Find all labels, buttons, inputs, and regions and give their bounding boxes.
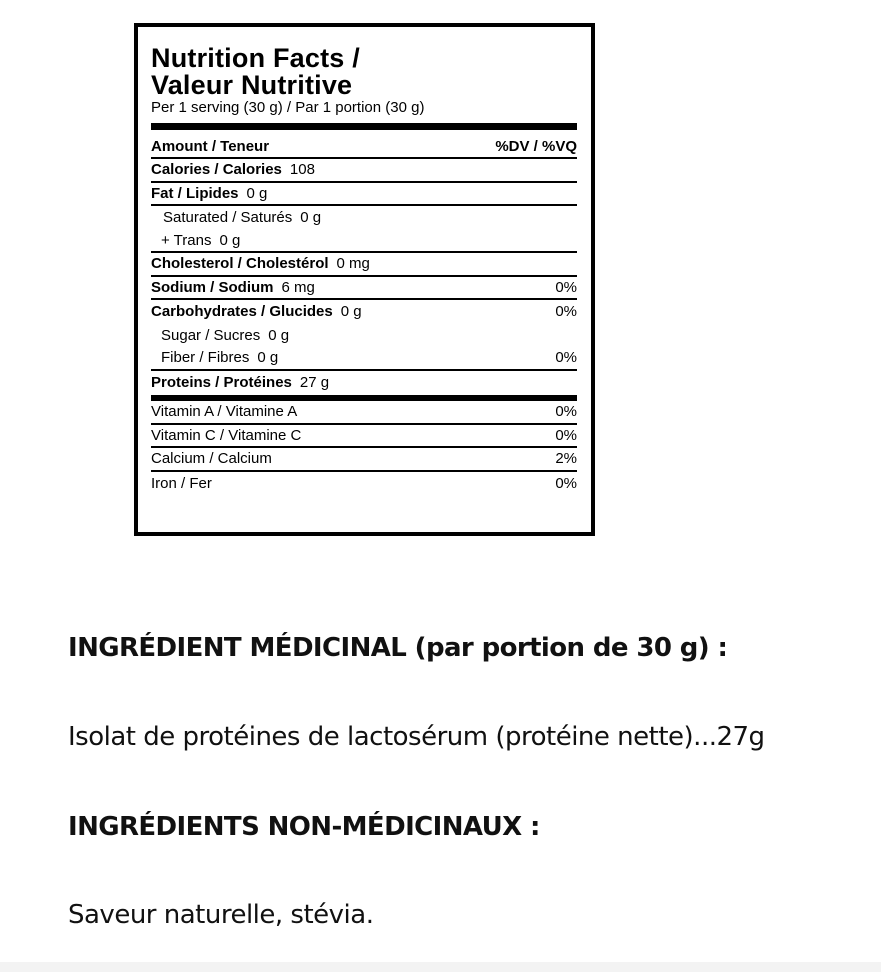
serving-size: Per 1 serving (30 g) / Par 1 portion (30 g) — [151, 99, 425, 116]
row-label: Sodium / Sodium — [151, 278, 274, 296]
title-line-2: Valeur Nutritive — [151, 70, 353, 100]
row-dv: 0% — [555, 303, 577, 321]
row-sodium — [151, 277, 577, 301]
row-label: Vitamin C / Vitamine C — [151, 426, 302, 444]
row-value: 27 g — [299, 373, 330, 391]
bottom-strip — [0, 962, 881, 972]
row-fat — [151, 183, 577, 207]
row-label: Sugar / Sucres — [161, 326, 261, 344]
thick-divider — [151, 123, 577, 130]
row-calories — [151, 159, 577, 183]
row-dv: 0% — [555, 426, 577, 444]
header-row — [151, 135, 577, 159]
row-label: Proteins / Protéines — [151, 373, 292, 391]
row-saturated — [151, 206, 577, 230]
row-value: 0 g — [257, 349, 279, 367]
row-value: 0 g — [246, 184, 268, 202]
row-dv: 0% — [555, 474, 577, 492]
title-line-1: Nutrition Facts / — [151, 43, 360, 73]
row-vitamin-c — [151, 425, 577, 449]
row-label: Calcium / Calcium — [151, 450, 272, 468]
row-cholesterol — [151, 253, 577, 277]
row-iron — [151, 472, 577, 496]
row-carbohydrates — [151, 300, 577, 324]
row-label: Carbohydrates / Glucides — [151, 303, 333, 321]
row-sugar — [151, 324, 577, 348]
non-medicinal-ingredients-text: Saveur naturelle, stévia. — [68, 900, 374, 930]
row-vitamin-a — [151, 401, 577, 425]
row-proteins — [151, 371, 577, 395]
nutrition-facts-panel — [134, 23, 595, 536]
row-value: 0 g — [340, 303, 362, 321]
row-dv: 0% — [555, 349, 577, 367]
nutrition-title — [151, 45, 577, 99]
row-dv: 0% — [555, 278, 577, 296]
medicinal-ingredient-heading: INGRÉDIENT MÉDICINAL (par portion de 30 g) : — [68, 633, 728, 663]
row-fiber — [151, 347, 577, 371]
row-value: 6 mg — [281, 278, 315, 296]
row-value: 0 g — [219, 231, 241, 249]
row-label: + Trans — [161, 231, 212, 249]
medicinal-ingredient-text: Isolat de protéines de lactosérum (protéine nette)...27g — [68, 722, 765, 752]
row-value: 108 — [289, 161, 315, 179]
row-label: Iron / Fer — [151, 474, 212, 492]
row-label: Saturated / Saturés — [163, 209, 293, 227]
row-label: Fiber / Fibres — [161, 349, 250, 367]
row-dv: 2% — [555, 450, 577, 468]
header-dv: %DV / %VQ — [495, 137, 577, 155]
row-value: 0 mg — [336, 255, 370, 273]
row-value: 0 g — [268, 326, 290, 344]
row-calcium — [151, 448, 577, 472]
row-trans — [151, 230, 577, 254]
header-amount: Amount / Teneur — [151, 137, 270, 155]
row-label: Cholesterol / Cholestérol — [151, 255, 329, 273]
non-medicinal-ingredients-heading: INGRÉDIENTS NON-MÉDICINAUX : — [68, 812, 540, 842]
row-dv: 0% — [555, 403, 577, 421]
row-label: Fat / Lipides — [151, 184, 239, 202]
row-value: 0 g — [300, 209, 322, 227]
row-label: Vitamin A / Vitamine A — [151, 403, 298, 421]
row-label: Calories / Calories — [151, 161, 282, 179]
